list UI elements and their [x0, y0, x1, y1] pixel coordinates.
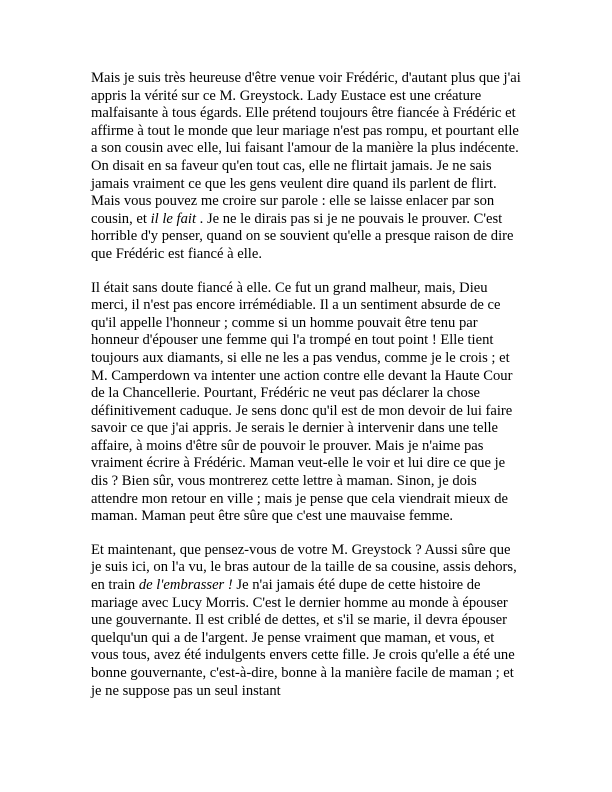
- paragraph-1-text-1: Mais je suis très heureuse d'être venue voir Frédéric, d'autant plus que j'ai appris la vérité sur ce M. Greystock. Lady Eustace est une créature malfaisante à tous égards. Elle prétend toujours être fiancée à Frédéric et affirme à tout le monde que leur mariage n'est pas rompu, et pourtant elle a son cousin avec elle, lui faisant l'amour de la manière la plus indécente. On disait en sa faveur qu'en tout cas, elle ne flirtait jamais. Je ne sais jamais vraiment ce que les gens veulent dire quand ils parlent de flirt. Mais vous pouvez me croire sur parole : elle se laisse enlacer par son cousin, et: [91, 70, 521, 227]
- paragraph-2-text-1: Il était sans doute fiancé à elle. Ce fut un grand malheur, mais, Dieu merci, il n'est pas encore irrémédiable. Il a un sentiment absurde de ce qu'il appelle l'honneur ; comme si un homme pouvait être tenu par honneur d'épouser une femme qui l'a trompé en tout point ! Elle tient toujours aux diamants, si elle ne les a pas vendus, comme je le crois ; et M. Camperdown va intenter une action contre elle devant la Haute Cour de la Chancellerie. Pourtant, Frédéric ne veut pas déclarer la chose définitivement caduque. Je sens donc qu'il est de mon devoir de lui faire savoir ce que j'ai appris. Je serais le dernier à intervenir dans une telle affaire, à moins d'être sûr de pouvoir le prouver. Mais je n'aime pas vraiment écrire à Frédéric. Maman veut-elle le voir et lui dire ce que je dis ? Bien sûr, vous montrerez cette lettre à maman. Sinon, je dois attendre mon retour en ville ; mais je pense que cela viendrait mieux de maman. Maman peut être sûre que c'est une mauvaise femme.: [91, 279, 513, 525]
- paragraph-1: [91, 70, 523, 264]
- document-page: [91, 70, 523, 716]
- paragraph-3: [91, 542, 523, 700]
- paragraph-1-text-2: . Je ne le dirais pas si je ne pouvais le prouver. C'est horrible d'y penser, quand on se souvient qu'elle a presque raison de dire que Frédéric est fiancé à elle.: [91, 210, 514, 262]
- paragraph-3-italic-1: de l'embrasser !: [138, 577, 233, 594]
- paragraph-3-text-1: Et maintenant, que pensez-vous de votre M. Greystock ? Aussi sûre que je suis ici, on l'a vu, le bras autour de la taille de sa cousine, assis dehors, en train: [91, 541, 517, 594]
- paragraph-2: [91, 280, 523, 526]
- paragraph-3-text-2: Je n'ai jamais été dupe de cette histoire de mariage avec Lucy Morris. C'est le dernier homme au monde à épouser une gouvernante. Il est criblé de dettes, et s'il se marie, il devra épouser quelqu'un qui a de l'argent. Je pense vraiment que maman, et vous, et vous tous, avez été indulgents envers cette fille. Je crois qu'elle a été une bonne gouvernante, c'est-à-dire, bonne à la manière facile de maman ; et je ne suppose pas un seul instant: [91, 577, 515, 699]
- paragraph-1-italic-1: il le fait: [150, 210, 196, 227]
